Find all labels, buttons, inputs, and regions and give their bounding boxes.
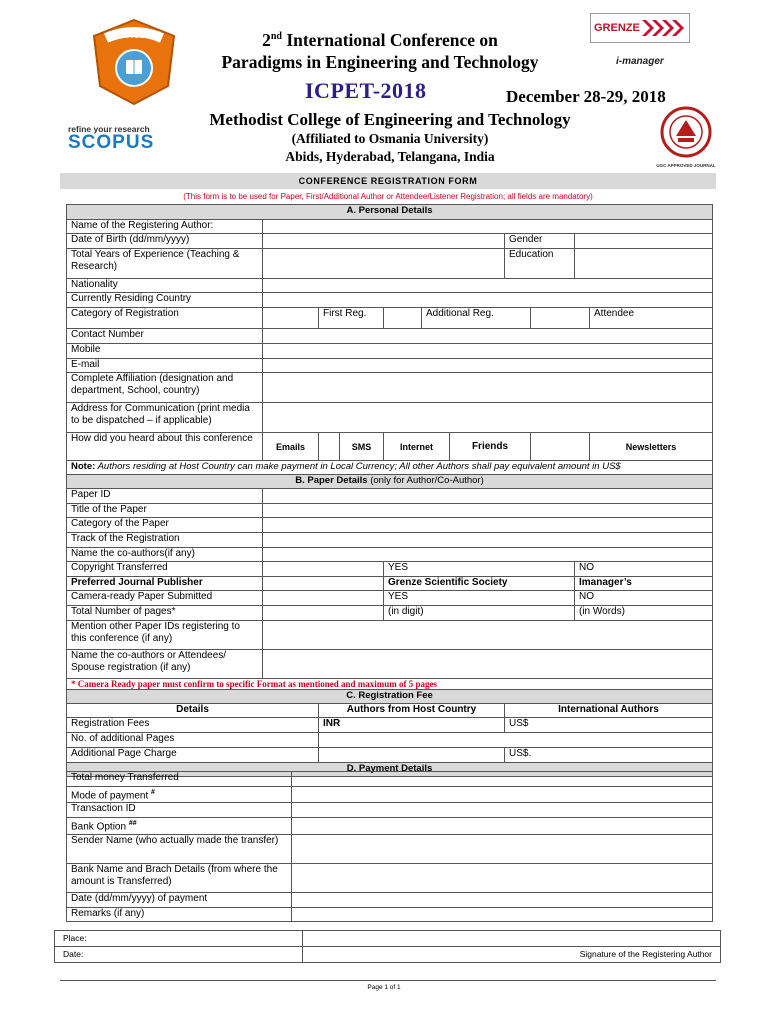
- input-payment-date[interactable]: [292, 892, 713, 907]
- input-dob[interactable]: [263, 234, 505, 249]
- conf-ordinal-sup: nd: [270, 31, 282, 42]
- label-camera-ready: Camera-ready Paper Submitted: [67, 591, 263, 606]
- option-friends: Friends: [450, 433, 531, 461]
- label-contact: Contact Number: [67, 329, 263, 344]
- input-email[interactable]: [263, 359, 713, 373]
- input-nationality[interactable]: [263, 279, 713, 293]
- input-coauthors[interactable]: [263, 548, 713, 562]
- label-camera-no: NO: [575, 591, 713, 606]
- input-address[interactable]: [263, 403, 713, 433]
- college-name: Methodist College of Engineering and Technology: [209, 110, 571, 129]
- form-title: CONFERENCE REGISTRATION FORM: [60, 173, 716, 189]
- label-address: Address for Communication (print media to be dispatched – if applicable): [67, 403, 263, 433]
- mode-mark: #: [151, 789, 155, 796]
- label-copyright-no: NO: [575, 562, 713, 577]
- label-category: Category of Registration: [67, 308, 263, 329]
- input-bank-name[interactable]: [292, 863, 713, 892]
- label-journal: Preferred Journal Publisher: [67, 577, 263, 591]
- label-other-ids: Mention other Paper IDs registering to this conference (if any): [67, 621, 263, 650]
- fee-col-host: Authors from Host Country: [319, 704, 505, 718]
- checkbox-friends[interactable]: [531, 433, 590, 461]
- signature-label[interactable]: Signature of the Registering Author: [303, 947, 721, 963]
- label-pages-words: (in Words): [575, 606, 713, 621]
- input-page-charge-inr[interactable]: [319, 748, 505, 763]
- input-country[interactable]: [263, 293, 713, 308]
- signature-table: [54, 930, 721, 963]
- input-txn[interactable]: [292, 803, 713, 818]
- option-internet: Internet: [384, 433, 450, 461]
- label-bank-name: Bank Name and Brach Details (from where the amount is Transferred): [67, 863, 292, 892]
- grenze-text: GRENZE: [594, 22, 640, 34]
- label-heard: How did you heard about this conference: [67, 433, 263, 461]
- conference-dates: December 28-29, 2018: [506, 87, 666, 106]
- label-dob: Date of Birth (dd/mm/yyyy): [67, 234, 263, 249]
- fee-inr[interactable]: INR: [319, 718, 505, 733]
- ugc-logo: [656, 106, 716, 168]
- label-country: Currently Residing Country: [67, 293, 263, 308]
- section-personal-heading: A. Personal Details: [67, 205, 713, 220]
- label-education: Education: [505, 249, 575, 279]
- methodist-logo-text: METHODIST: [107, 30, 161, 40]
- label-page-charge: Additional Page Charge: [67, 748, 319, 763]
- checkbox-copyright-yes[interactable]: [263, 562, 384, 577]
- input-gender[interactable]: [575, 234, 713, 249]
- label-camera-yes: YES: [384, 591, 575, 606]
- payment-note: [67, 461, 713, 475]
- checkbox-additional-reg[interactable]: [384, 308, 422, 329]
- bank-mark: ##: [128, 820, 137, 828]
- imanager-logo: i-manager: [616, 56, 664, 67]
- payment-table: [66, 771, 713, 922]
- fee-col-details: Details: [67, 704, 319, 718]
- label-mode: [67, 787, 292, 803]
- label-txn: Transaction ID: [67, 803, 292, 818]
- input-other-ids[interactable]: [263, 621, 713, 650]
- fee-col-intl: International Authors: [505, 704, 713, 718]
- checkbox-first-reg[interactable]: [263, 308, 319, 329]
- label-paper-id: Paper ID: [67, 489, 263, 504]
- label-bank: [67, 818, 292, 834]
- conf-line2: Paradigms in Engineering and Technology: [221, 51, 539, 72]
- college-address: Abids, Hyderabad, Telangana, India: [285, 149, 495, 164]
- input-education[interactable]: [575, 249, 713, 279]
- label-bank-text: Bank Option: [71, 821, 127, 833]
- input-paper-category[interactable]: [263, 518, 713, 533]
- input-author-name[interactable]: [263, 220, 713, 234]
- input-track[interactable]: [263, 533, 713, 548]
- label-journal-imanager: Imanager’s: [575, 577, 713, 591]
- grenze-chevrons-icon: [640, 18, 684, 38]
- scopus-tagline: refine your research: [68, 124, 150, 134]
- label-track: Track of the Registration: [67, 533, 263, 548]
- label-paper-title: Title of the Paper: [67, 504, 263, 518]
- label-date: Date:: [55, 947, 303, 963]
- form-instruction: (This form is to be used for Paper, First/Additional Author or Attendee/Listener Registration; all fields are mandatory): [183, 192, 593, 201]
- input-place[interactable]: [303, 931, 721, 947]
- section-payment-heading: D. Payment Details: [67, 763, 713, 777]
- scopus-logo: [68, 124, 154, 153]
- input-paper-id[interactable]: [263, 489, 713, 504]
- conference-title: [190, 26, 570, 73]
- option-newsletters: Newsletters: [590, 433, 713, 461]
- paper-heading-suffix: (only for Author/Co-Author): [367, 475, 484, 486]
- label-spouse: Name the co-authors or Attendees/ Spouse registration (if any): [67, 650, 263, 679]
- input-pages-digit-box[interactable]: [263, 606, 384, 621]
- label-mobile: Mobile: [67, 344, 263, 359]
- label-additional-pages: No. of additional Pages: [67, 733, 319, 748]
- input-total-money[interactable]: [292, 772, 713, 787]
- college-affiliation: (Affiliated to Osmania University): [291, 131, 489, 146]
- input-mode[interactable]: [292, 787, 713, 803]
- page-number: Page 1 of 1: [367, 984, 401, 991]
- input-experience[interactable]: [263, 249, 505, 279]
- label-payment-date: Date (dd/mm/yyyy) of payment: [67, 892, 292, 907]
- label-remarks: Remarks (if any): [67, 907, 292, 921]
- note-label: Note:: [71, 461, 96, 472]
- label-nationality: Nationality: [67, 279, 263, 293]
- input-bank[interactable]: [292, 818, 713, 834]
- label-copyright-yes: YES: [384, 562, 575, 577]
- ugc-caption: UGC APPROVED JOURNAL: [656, 163, 716, 168]
- input-additional-pages[interactable]: [319, 733, 713, 748]
- camera-ready-note: * Camera Ready paper must confirm to specific Format as mentioned and maximum of 5 pages: [67, 679, 713, 690]
- section-fee-heading: C. Registration Fee: [67, 690, 713, 704]
- section-paper-heading: [67, 475, 713, 489]
- option-sms: SMS: [340, 433, 384, 461]
- ugc-emblem-icon: [660, 106, 712, 158]
- label-coauthors: Name the co-authors(if any): [67, 548, 263, 562]
- fee-usd[interactable]: US$: [505, 718, 713, 733]
- label-paper-category: Category of the Paper: [67, 518, 263, 533]
- input-contact[interactable]: [263, 329, 713, 344]
- label-reg-fees: Registration Fees: [67, 718, 319, 733]
- paper-heading-main: B. Paper Details: [295, 475, 368, 486]
- input-affiliation[interactable]: [263, 373, 713, 403]
- conference-acronym: ICPET-2018: [305, 78, 427, 103]
- label-total-money: Total money Transferred: [67, 772, 292, 787]
- label-sender: Sender Name (who actually made the transfer): [67, 834, 292, 863]
- college-block: [170, 110, 610, 166]
- input-spouse[interactable]: [263, 650, 713, 679]
- label-place: Place:: [55, 931, 303, 947]
- scopus-name: SCOPUS: [68, 132, 155, 153]
- label-copyright: Copyright Transferred: [67, 562, 263, 577]
- label-author-name: Name of the Registering Author:: [67, 220, 263, 234]
- label-experience: Total Years of Experience (Teaching & Research): [67, 249, 263, 279]
- label-attendee: Attendee: [590, 308, 713, 329]
- checkbox-emails[interactable]: [319, 433, 340, 461]
- label-first-reg: First Reg.: [319, 308, 384, 329]
- label-pages-digit: (in digit): [384, 606, 575, 621]
- note-text: Authors residing at Host Country can make payment in Local Currency; All other Authors shall pay equivalent amount in US$: [95, 461, 621, 472]
- label-journal-grenze: Grenze Scientific Society: [384, 577, 575, 591]
- label-additional-reg: Additional Reg.: [422, 308, 531, 329]
- conf-line1: International Conference on: [281, 29, 498, 50]
- conf-ordinal: 2: [262, 29, 271, 50]
- input-remarks[interactable]: [292, 907, 713, 921]
- label-email: E-mail: [67, 359, 263, 373]
- page-charge-usd[interactable]: US$.: [505, 748, 713, 763]
- checkbox-attendee[interactable]: [531, 308, 590, 329]
- input-paper-title[interactable]: [263, 504, 713, 518]
- methodist-logo: [88, 16, 180, 108]
- label-affiliation: Complete Affiliation (designation and department, School, country): [67, 373, 263, 403]
- label-mode-text: Mode of payment: [71, 790, 149, 802]
- checkbox-journal-grenze[interactable]: [263, 577, 384, 591]
- option-emails: Emails: [263, 433, 319, 461]
- checkbox-camera-yes[interactable]: [263, 591, 384, 606]
- input-sender[interactable]: [292, 834, 713, 863]
- label-total-pages: Total Number of pages*: [67, 606, 263, 621]
- grenze-logo: [590, 13, 690, 43]
- registration-table: [66, 204, 713, 777]
- input-mobile[interactable]: [263, 344, 713, 359]
- label-gender: Gender: [505, 234, 575, 249]
- footer-divider: [60, 980, 716, 981]
